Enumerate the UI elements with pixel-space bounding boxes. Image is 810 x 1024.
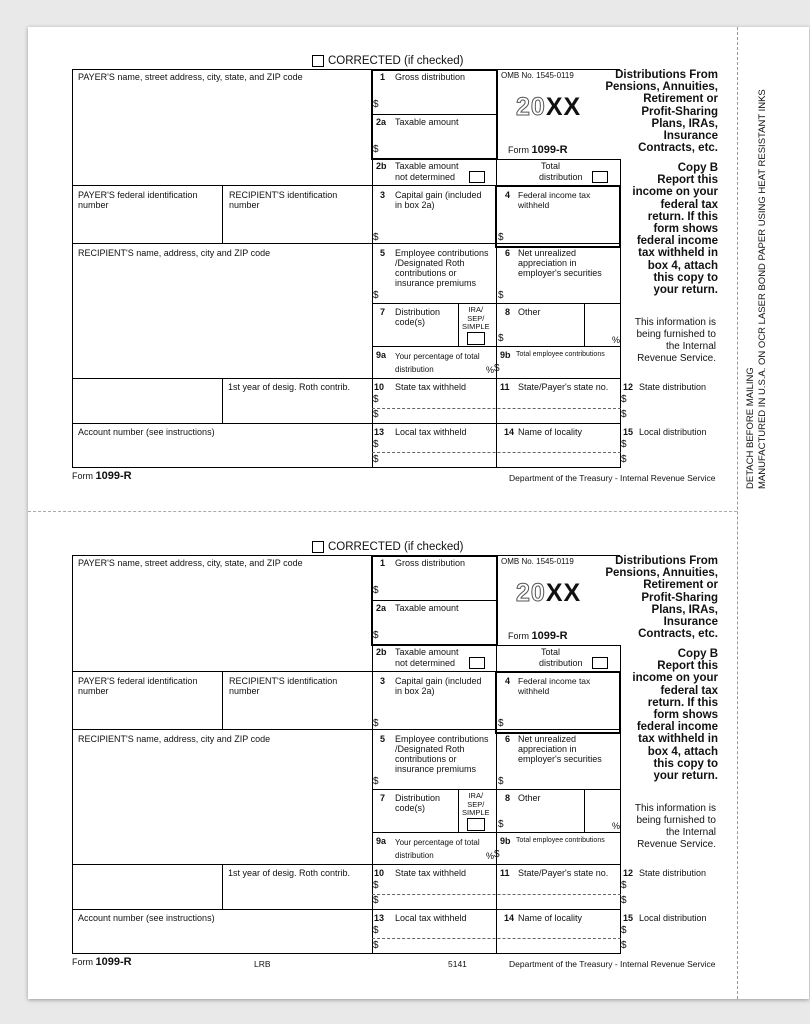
- form-name-box: Form 1099-R: [508, 144, 568, 156]
- form-copy-top: [28, 27, 809, 513]
- total-distribution-label-1: Total: [541, 161, 561, 171]
- side-text: [745, 89, 769, 489]
- box10-label: State tax withheld: [395, 382, 467, 392]
- box9b-label: Total employee contributions: [516, 837, 605, 844]
- vertical-perforation: [737, 27, 738, 999]
- ira-sep-simple-label: IRA/ SEP/ SIMPLE: [462, 791, 490, 817]
- box12-dollar-1: $: [621, 880, 627, 891]
- box2a-label: Taxable amount: [395, 117, 459, 127]
- box12-label: State distribution: [639, 382, 707, 392]
- box14-number: 14: [504, 427, 515, 437]
- box10-dollar-2: $: [373, 895, 379, 906]
- footer-form-name: Form 1099-R: [72, 470, 132, 482]
- tax-year: 20XX: [516, 93, 582, 121]
- box8-label: Other: [518, 793, 541, 803]
- corrected-label: CORRECTED (if checked): [328, 541, 464, 553]
- roth-year-label: 1st year of desig. Roth contrib.: [228, 382, 351, 392]
- omb-number: OMB No. 1545-0119: [501, 71, 574, 80]
- box15-dollar-2: $: [621, 454, 627, 465]
- box13-label: Local tax withheld: [395, 913, 467, 923]
- box2a-label: Taxable amount: [395, 603, 459, 613]
- box12-dollar-1: $: [621, 394, 627, 405]
- payer-tin-label: PAYER'S federal identification number: [78, 190, 198, 210]
- box9b-dollar: $: [494, 849, 500, 860]
- recipient-name-label: RECIPIENT'S name, address, city and ZIP code: [78, 734, 271, 744]
- box7-number: 7: [380, 793, 386, 803]
- box15-dollar-1: $: [621, 925, 627, 936]
- box10-label: State tax withheld: [395, 868, 467, 878]
- box3-number: 3: [380, 676, 386, 686]
- box12-label: State distribution: [639, 868, 707, 878]
- tax-form-sheet: [28, 27, 809, 999]
- taxable-not-determined-checkbox[interactable]: [469, 171, 485, 183]
- box2a-number: 2a: [376, 117, 387, 127]
- box11-number: 11: [500, 868, 510, 878]
- box4-label: Federal income tax withheld: [518, 190, 591, 210]
- box5-number: 5: [380, 734, 386, 744]
- payer-name-label: PAYER'S name, street address, city, state, and ZIP code: [78, 72, 303, 82]
- box7-label: Distribution code(s): [395, 307, 441, 327]
- box13-label: Local tax withheld: [395, 427, 467, 437]
- box8-percent: %: [612, 335, 621, 345]
- box10-dollar-1: $: [373, 880, 379, 891]
- payer-tin-label: PAYER'S federal identification number: [78, 676, 198, 696]
- total-distribution-label-1: Total: [541, 647, 561, 657]
- box13-number: 13: [374, 913, 385, 923]
- box13-number: 13: [374, 427, 385, 437]
- box9a-label: Your percentage of total distribution: [395, 352, 480, 374]
- box1-number: 1: [380, 558, 386, 568]
- box13-dollar-2: $: [373, 940, 379, 951]
- footer-code: 5141: [448, 959, 467, 969]
- box10-number: 10: [374, 868, 385, 878]
- box14-label: Name of locality: [518, 913, 583, 923]
- box11-label: State/Payer's state no.: [518, 382, 609, 392]
- ira-sep-simple-checkbox[interactable]: [467, 818, 485, 831]
- box6-label: Net unrealized appreciation in employer's securities: [518, 734, 602, 764]
- box14-number: 14: [504, 913, 515, 923]
- box15-number: 15: [623, 913, 634, 923]
- box13-dollar-2: $: [373, 454, 379, 465]
- box9b-number: 9b: [500, 836, 511, 846]
- box5-dollar: $: [373, 776, 379, 787]
- box15-label: Local distribution: [639, 913, 707, 923]
- box8-percent: %: [612, 821, 621, 831]
- perforation-line: [28, 511, 737, 512]
- box1-label: Gross distribution: [395, 72, 466, 82]
- box12-number: 12: [623, 382, 634, 392]
- account-number-label: Account number (see instructions): [78, 427, 215, 437]
- box10-dollar-1: $: [373, 394, 379, 405]
- box8-dollar: $: [498, 333, 504, 344]
- ira-sep-simple-label: IRA/ SEP/ SIMPLE: [462, 305, 490, 331]
- total-distribution-label-2: distribution: [539, 658, 583, 668]
- box3-dollar: $: [373, 232, 379, 243]
- box2a-number: 2a: [376, 603, 387, 613]
- box13-dollar-1: $: [373, 925, 379, 936]
- info-note: This information is being furnished to the Internal Revenue Service.: [634, 317, 716, 364]
- form-title: Distributions From Pensions, Annuities, Retirement or Profit-Sharing Plans, IRAs, Insurance Contracts, etc.: [605, 555, 718, 641]
- box9b-dollar: $: [494, 363, 500, 374]
- footer-dept: Department of the Treasury - Internal Revenue Service: [509, 473, 716, 483]
- form-copy-bottom: [28, 513, 809, 999]
- box2b-label-2: not determined: [395, 658, 456, 668]
- roth-year-label: 1st year of desig. Roth contrib.: [228, 868, 351, 878]
- copy-b-text: Copy B Report this income on your federal tax return. If this form shows federal income tax withheld in box 4, attach this copy to your return.: [632, 162, 718, 297]
- box9a-number: 9a: [376, 350, 387, 360]
- box2a-dollar: $: [373, 144, 379, 155]
- box4-number: 4: [505, 190, 511, 200]
- box13-dollar-1: $: [373, 439, 379, 450]
- box3-label: Capital gain (included in box 2a): [395, 676, 482, 696]
- footer-lrb: LRB: [254, 959, 271, 969]
- box1-dollar: $: [373, 99, 379, 110]
- total-distribution-label-2: distribution: [539, 172, 583, 182]
- box9b-number: 9b: [500, 350, 511, 360]
- payer-name-label: PAYER'S name, street address, city, state, and ZIP code: [78, 558, 303, 568]
- box8-number: 8: [505, 793, 511, 803]
- box15-number: 15: [623, 427, 634, 437]
- box12-number: 12: [623, 868, 634, 878]
- footer-dept: Department of the Treasury - Internal Revenue Service: [509, 959, 716, 969]
- box7-label: Distribution code(s): [395, 793, 441, 813]
- tax-year: 20XX: [516, 579, 582, 607]
- box5-label: Employee contributions /Designated Roth contributions or insurance premiums: [395, 734, 489, 774]
- box2b-label-1: Taxable amount: [395, 161, 459, 171]
- account-number-label: Account number (see instructions): [78, 913, 215, 923]
- box8-label: Other: [518, 307, 541, 317]
- box9a-label: Your percentage of total distribution: [395, 838, 480, 860]
- box9a-number: 9a: [376, 836, 387, 846]
- box2b-label-1: Taxable amount: [395, 647, 459, 657]
- box6-label: Net unrealized appreciation in employer's securities: [518, 248, 602, 278]
- box5-number: 5: [380, 248, 386, 258]
- box3-number: 3: [380, 190, 386, 200]
- box10-number: 10: [374, 382, 385, 392]
- box15-dollar-2: $: [621, 940, 627, 951]
- box1-number: 1: [380, 72, 386, 82]
- box8-number: 8: [505, 307, 511, 317]
- recipient-tin-label: RECIPIENT'S identification number: [229, 190, 338, 210]
- box8-dollar: $: [498, 819, 504, 830]
- box11-label: State/Payer's state no.: [518, 868, 609, 878]
- box6-number: 6: [505, 734, 511, 744]
- box6-dollar: $: [498, 290, 504, 301]
- box15-dollar-1: $: [621, 439, 627, 450]
- box4-label: Federal income tax withheld: [518, 676, 591, 696]
- recipient-tin-label: RECIPIENT'S identification number: [229, 676, 338, 696]
- box10-dollar-2: $: [373, 409, 379, 420]
- footer-form-name: Form 1099-R: [72, 956, 132, 968]
- box1-label: Gross distribution: [395, 558, 466, 568]
- box4-number: 4: [505, 676, 511, 686]
- box4-dollar: $: [498, 232, 504, 243]
- recipient-name-label: RECIPIENT'S name, address, city and ZIP code: [78, 248, 271, 258]
- box2b-number: 2b: [376, 647, 387, 657]
- taxable-not-determined-checkbox[interactable]: [469, 657, 485, 669]
- box2b-number: 2b: [376, 161, 387, 171]
- box4-dollar: $: [498, 718, 504, 729]
- form-name-box: Form 1099-R: [508, 630, 568, 642]
- copy-b-text: Copy B Report this income on your federal tax return. If this form shows federal income tax withheld in box 4, attach this copy to your return.: [632, 648, 718, 783]
- box7-number: 7: [380, 307, 386, 317]
- box15-label: Local distribution: [639, 427, 707, 437]
- box3-label: Capital gain (included in box 2a): [395, 190, 482, 210]
- box11-number: 11: [500, 382, 510, 392]
- box1-dollar: $: [373, 585, 379, 596]
- form-title: Distributions From Pensions, Annuities, Retirement or Profit-Sharing Plans, IRAs, Insurance Contracts, etc.: [605, 69, 718, 155]
- corrected-checkbox[interactable]: [312, 55, 324, 67]
- box12-dollar-2: $: [621, 409, 627, 420]
- info-note: This information is being furnished to the Internal Revenue Service.: [634, 803, 716, 850]
- side-text-line2: MANUFACTURED IN U.S.A. ON OCR LASER BOND PAPER USING HEAT RESISTANT INKS: [757, 89, 768, 489]
- box3-dollar: $: [373, 718, 379, 729]
- side-text-line1: DETACH BEFORE MAILING: [745, 367, 756, 489]
- box5-dollar: $: [373, 290, 379, 301]
- corrected-checkbox[interactable]: [312, 541, 324, 553]
- box2a-dollar: $: [373, 630, 379, 641]
- box2b-label-2: not determined: [395, 172, 456, 182]
- corrected-label: CORRECTED (if checked): [328, 55, 464, 67]
- box12-dollar-2: $: [621, 895, 627, 906]
- box6-dollar: $: [498, 776, 504, 787]
- box9b-label: Total employee contributions: [516, 351, 605, 358]
- omb-number: OMB No. 1545-0119: [501, 557, 574, 566]
- box14-label: Name of locality: [518, 427, 583, 437]
- box9a-percent: %: [486, 365, 495, 375]
- box6-number: 6: [505, 248, 511, 258]
- box5-label: Employee contributions /Designated Roth contributions or insurance premiums: [395, 248, 489, 288]
- box9a-percent: %: [486, 851, 495, 861]
- ira-sep-simple-checkbox[interactable]: [467, 332, 485, 345]
